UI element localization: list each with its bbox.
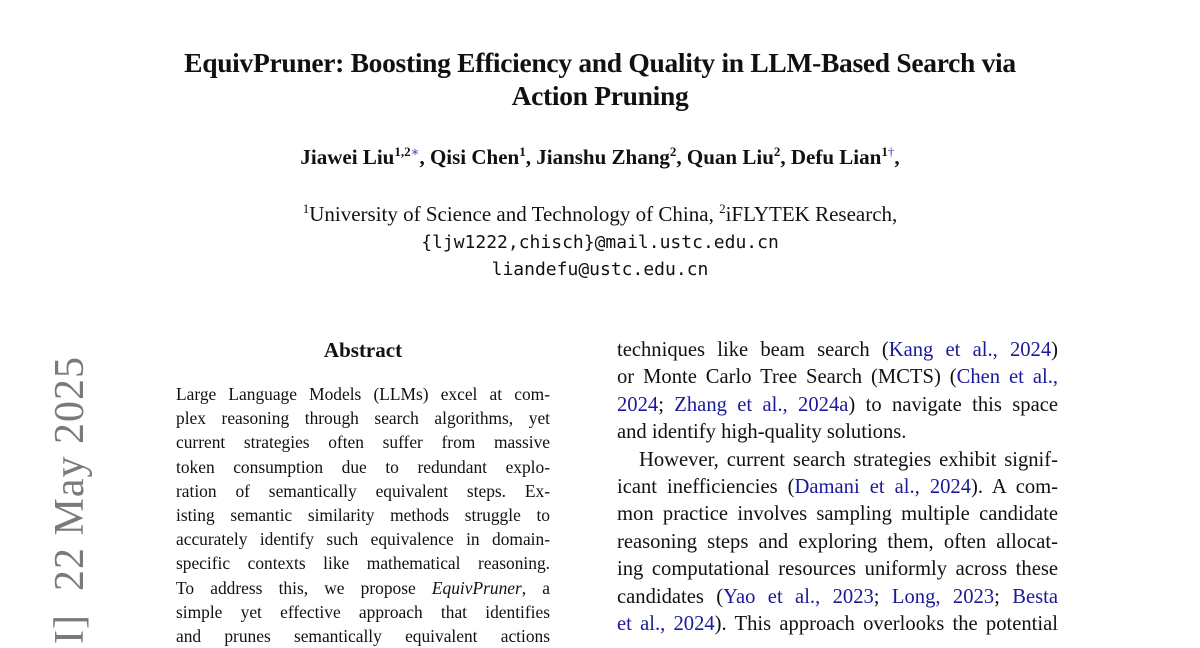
text-run: ; [658,393,675,416]
abstract-line: and prunes semantically equivalent actions [176,626,550,647]
citation-link[interactable]: Chen et al., [956,366,1058,389]
author [791,145,900,169]
body-line: ing computational resources uniformly across these [617,558,1058,581]
citation-link[interactable]: Yao et al., 2023 [723,585,874,608]
citation-link[interactable]: Long, 2023 [891,585,995,608]
sidebar-date: 22 May 2025 [47,356,93,592]
author [430,145,536,169]
abstract-line: token consumption due to redundant explo- [176,456,550,477]
body-line [617,392,1058,419]
author-affil-sup: 1 [881,144,888,159]
author-affil-sup: 2 [669,144,677,159]
body-line [617,584,1058,611]
email-line-2: liandefu@ustc.edu.cn [491,259,709,280]
abstract-body [176,382,550,648]
abstract-line [176,576,550,600]
text-run: ). This approach overlooks the potential [714,613,1058,636]
body-line [617,364,1058,391]
text-run: ; [994,585,1013,608]
author-sep: , [419,145,430,169]
abstract-line: accurately identify such equivalence in domain- [176,529,550,550]
body-line: mon practice involves sampling multiple candidate [617,503,1058,526]
author-name: Jiawei Liu [300,145,395,169]
author-name: Quan Liu [686,145,774,169]
body-line: However, current search strategies exhibit signif- [639,448,1058,471]
citation-link[interactable]: Besta [1012,585,1059,608]
text-run: ) to navigate this space [848,393,1059,416]
title-line-2: Action Pruning [511,80,689,111]
author-list [0,144,1200,170]
author-name: Qisi Chen [429,145,520,169]
affiliations [0,201,1200,227]
abstract-line: isting semantic similarity methods struggle to [176,505,550,526]
author-sep: , [780,145,791,169]
body-line [617,611,1058,638]
abstract-text: , a [521,577,551,598]
author-sep: , [525,145,537,169]
citation-link[interactable]: Kang et al., 2024 [888,339,1052,361]
author-mark[interactable]: † [887,144,895,159]
author [687,145,791,169]
text-run: or Monte Carlo Tree Search (MCTS) ( [617,366,957,389]
body-line [617,474,1058,501]
body-line: reasoning steps and exploring them, often allocat- [617,530,1058,553]
text-run: ; [873,585,892,608]
affiliation-2: iFLYTEK Research, [725,202,898,226]
abstract-line: ration of semantically equivalent steps. Ex- [176,480,550,501]
title-line-1: EquivPruner: Boosting Efficiency and Quality in LLM-Based Search via [184,47,1016,78]
citation-link[interactable]: Damani et al., 2024 [794,476,972,499]
text-run: ) [1051,339,1058,361]
affil-sup-2: 2 [719,201,726,216]
citation-link[interactable]: Zhang et al., 2024a [674,393,849,416]
author-affil-sup: 1 [519,144,526,159]
abstract-line: current strategies often suffer from massive [176,432,550,453]
abstract-line: simple yet effective approach that identifies [176,601,550,622]
author-sep: , [676,145,687,169]
author-name: Defu Lian [790,145,882,169]
body-line: and identify high-quality solutions. [617,421,907,444]
paper-title [0,46,1200,112]
body-text-column [617,337,1058,638]
abstract-heading: Abstract [323,338,403,362]
abstract-line: plex reasoning through search algorithms, yet [176,408,550,429]
citation-link[interactable]: et al., 2024 [617,613,715,636]
author [536,145,687,169]
sidebar-prefix: I] [47,614,93,644]
affiliation-1: University of Science and Technology of China, [309,202,720,226]
affil-sup-1: 1 [302,201,310,216]
method-name: EquivPruner [431,577,522,598]
text-run: ). A com- [971,476,1059,499]
author-name: Jianshu Zhang [536,145,670,169]
author-affil-sup: 1,2 [394,144,411,159]
text-run: techniques like beam search ( [617,339,889,361]
citation-link[interactable]: 2024 [617,393,659,416]
text-run: candidates ( [617,585,724,608]
body-line [617,337,1058,364]
author-sep: , [894,145,900,169]
abstract-line: Large Language Models (LLMs) excel at com- [176,384,550,404]
text-run: icant inefficiencies ( [617,476,795,499]
arxiv-sidebar-stamp [46,356,94,644]
author-affil-sup: 2 [773,144,781,159]
email-line-1: {ljw1222,chisch}@mail.ustc.edu.cn [421,232,779,253]
author-mark[interactable]: ∗ [410,144,420,159]
abstract-text: To address this, we propose [176,577,432,598]
abstract-line: specific contexts like mathematical reasoning. [176,553,550,574]
author [300,145,430,169]
